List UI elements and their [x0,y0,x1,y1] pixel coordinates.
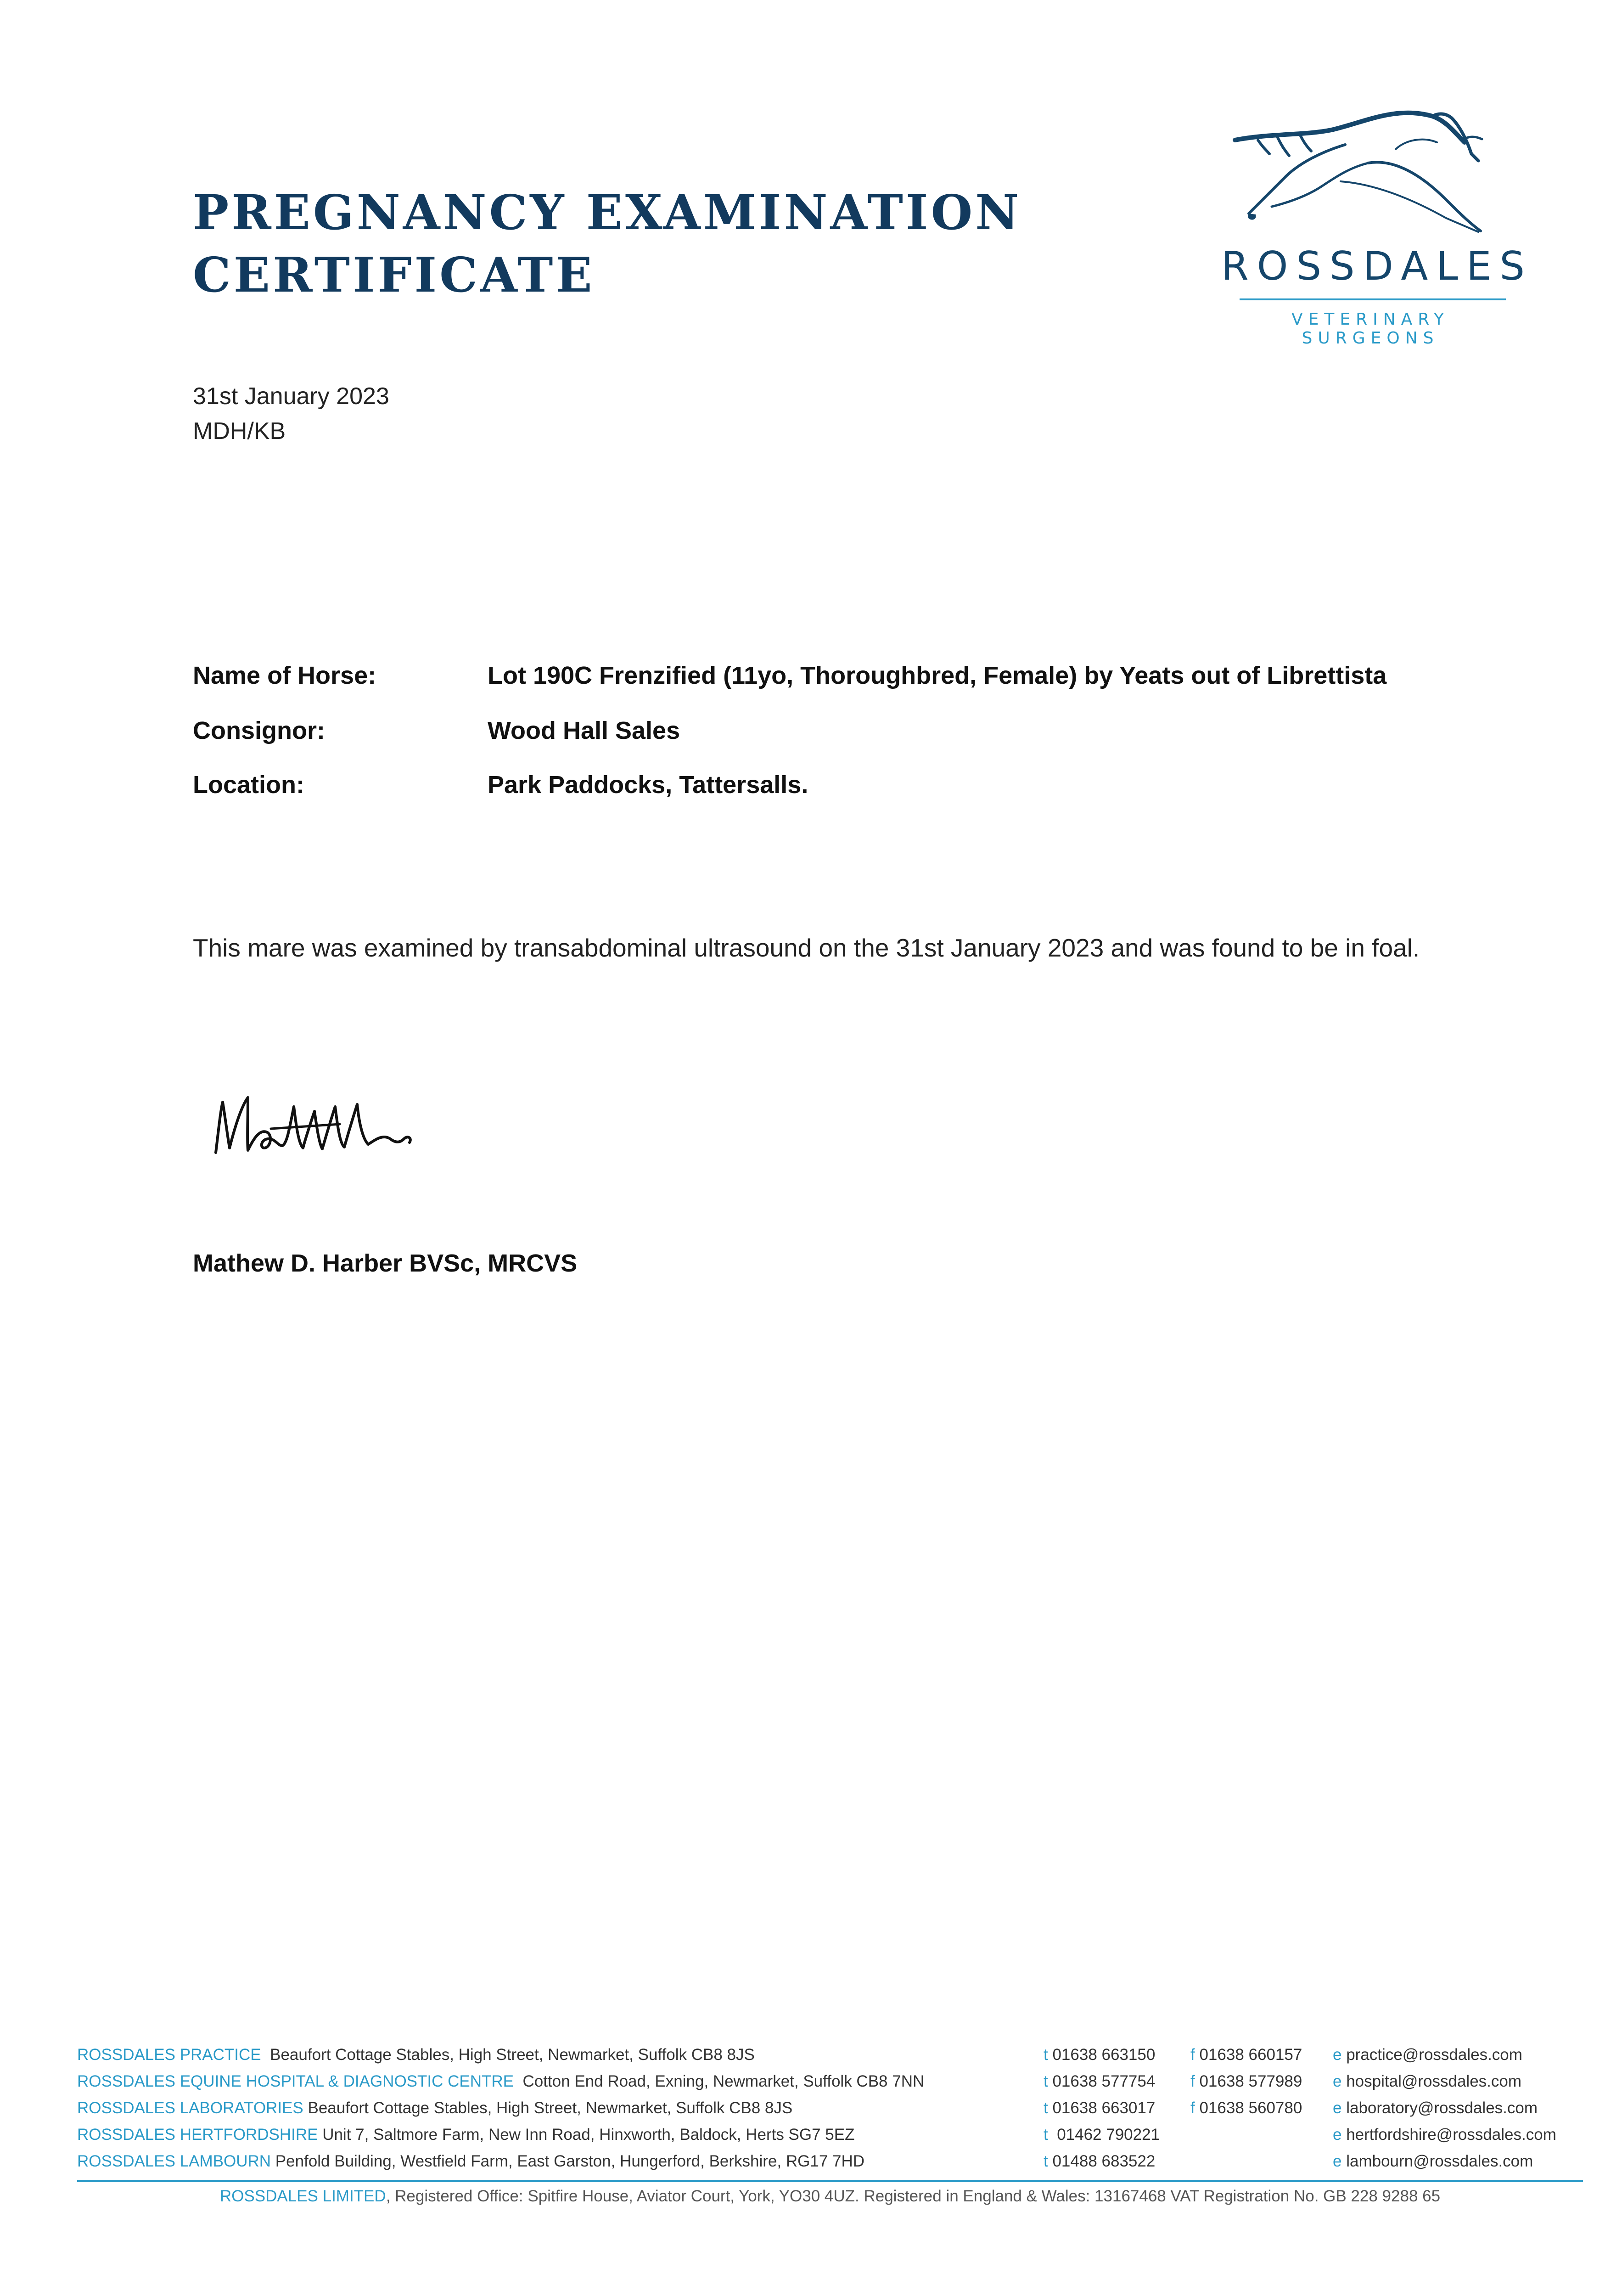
footer-fax: f 01638 577989 [1190,2072,1302,2090]
title-line-1: PREGNANCY EXAMINATION [193,184,1022,241]
footer-address: Beaufort Cottage Stables, High Street, Newmarket, Suffolk CB8 8JS [308,2099,793,2117]
detail-row-location [193,771,1478,807]
footer-phone: t 01638 663017 [1044,2099,1156,2117]
footer-phone: t 01638 577754 [1044,2072,1156,2090]
footer-row [77,2046,1592,2072]
detail-value: Park Paddocks, Tattersalls. [488,771,808,799]
footer-org: ROSSDALES LAMBOURN [77,2152,271,2170]
footer-address: Penfold Building, Westfield Farm, East Garston, Hungerford, Berkshire, RG17 7HD [275,2152,865,2170]
footer-email: e hertfordshire@rossdales.com [1333,2126,1556,2144]
detail-value: Wood Hall Sales [488,717,680,744]
footer-row [77,2072,1592,2099]
footer-row [77,2152,1592,2179]
footer-legal-org: ROSSDALES LIMITED [219,2187,386,2205]
logo-subtitle: VETERINARY SURGEONS [1291,310,1449,348]
detail-row-consignor [193,716,1478,753]
detail-row-horse [193,661,1478,698]
footer-org: ROSSDALES HERTFORDSHIRE [77,2126,318,2144]
detail-value: Lot 190C Frenzified (11yo, Thoroughbred, Female) by Yeats out of Librettista [488,662,1387,689]
footer-address: Unit 7, Saltmore Farm, New Inn Road, Hinxworth, Baldock, Herts SG7 5EZ [322,2126,855,2144]
footer-fax: f 01638 660157 [1190,2046,1302,2064]
logo-wordmark: ROSSDALES [1221,243,1533,289]
detail-label: Location: [193,771,304,799]
footer-org: ROSSDALES EQUINE HOSPITAL & DIAGNOSTIC CENTRE [77,2072,514,2090]
title-line-2: CERTIFICATE [193,247,595,303]
footer-email: e laboratory@rossdales.com [1333,2099,1538,2117]
footer-org: ROSSDALES LABORATORIES [77,2099,303,2117]
detail-label: Name of Horse: [193,662,376,689]
handwritten-signature [202,1070,487,1176]
signer-name: Mathew D. Harber BVSc, MRCVS [193,1249,578,1277]
footer-address: Beaufort Cottage Stables, High Street, Newmarket, Suffolk CB8 8JS [270,2046,755,2064]
horse-logo-icon [1230,108,1487,246]
rossdales-logo [1221,108,1533,348]
examination-statement: This mare was examined by transabdominal ultrasound on the 31st January 2023 and was found to be in foal. [193,934,1420,962]
page-title [193,181,1022,306]
footer-divider [77,2180,1583,2182]
letter-date: 31st January 2023 [193,383,389,410]
footer-legal [77,2187,1583,2206]
footer-row [77,2099,1592,2126]
footer-address: Cotton End Road, Exning, Newmarket, Suffolk CB8 7NN [522,2072,925,2090]
footer-email: e hospital@rossdales.com [1333,2072,1522,2090]
footer-email: e practice@rossdales.com [1333,2046,1522,2064]
footer-email: e lambourn@rossdales.com [1333,2152,1533,2170]
footer-phone: t 01462 790221 [1044,2126,1160,2144]
detail-label: Consignor: [193,717,325,744]
footer-phone: t 01638 663150 [1044,2046,1156,2064]
logo-divider [1240,298,1506,300]
letter-reference: MDH/KB [193,418,286,445]
footer-legal-text: , Registered Office: Spitfire House, Aviator Court, York, YO30 4UZ. Registered in England & Wales: 13167468 VAT Registration No. GB 228 9288 65 [386,2187,1441,2205]
footer-row [77,2126,1592,2152]
footer-org: ROSSDALES PRACTICE [77,2046,261,2064]
footer-phone: t 01488 683522 [1044,2152,1156,2170]
footer-fax: f 01638 560780 [1190,2099,1302,2117]
